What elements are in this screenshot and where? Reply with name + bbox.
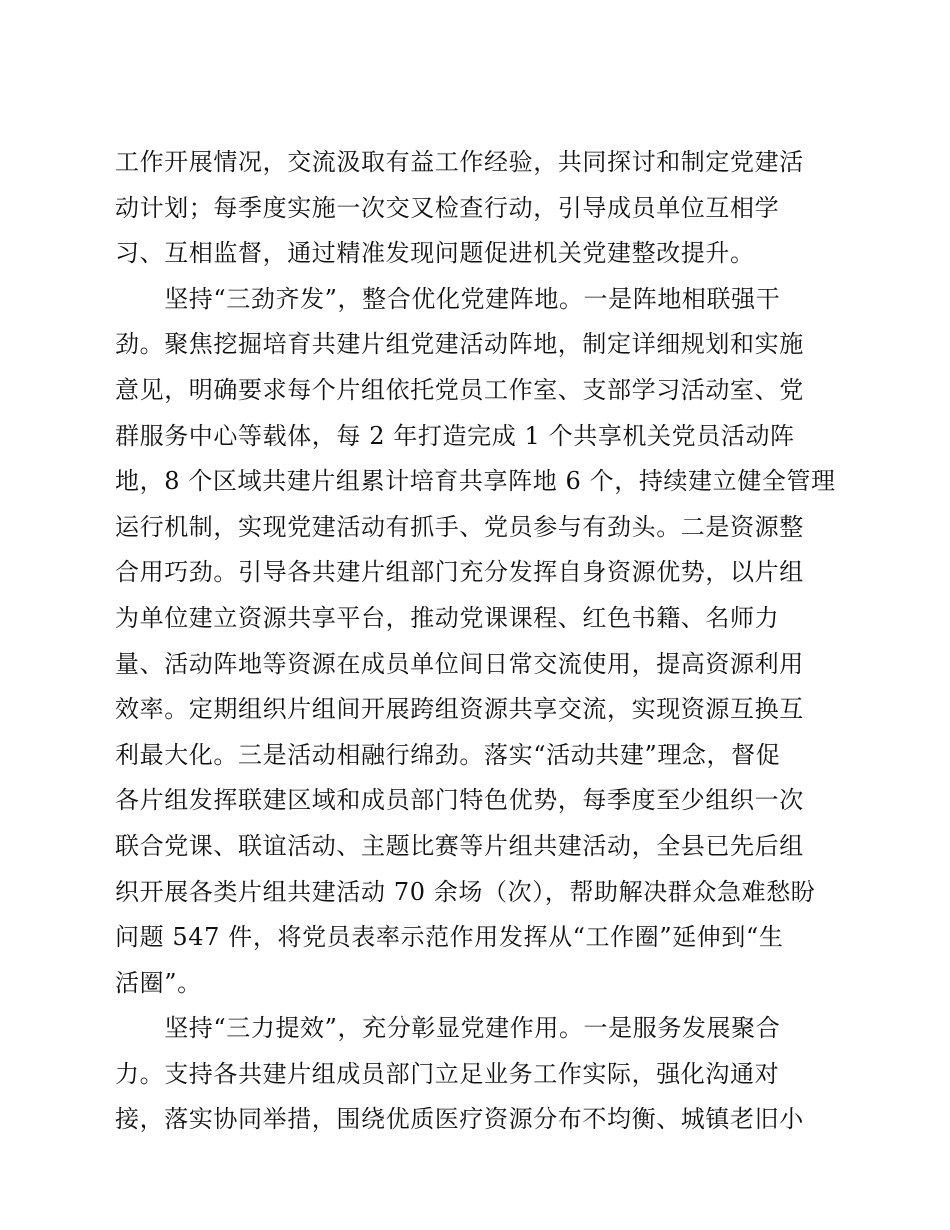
text-line: 劲。聚焦挖掘培育共建片组党建活动阵地，制定详细规划和实施 — [115, 330, 804, 359]
text-line: 合用巧劲。引导各共建片组部门充分发挥自身资源优势，以片组 — [115, 558, 804, 587]
text-line: 坚持“三力提效”，充分彰显党建作用。一是服务发展聚合 — [115, 1014, 781, 1043]
text-line: 地，8 个区域共建片组累计培育共享阵地 6 个，持续建立健全管理 — [115, 467, 836, 496]
text-line: 力。支持各共建片组成员部门立足业务工作实际，强化沟通对 — [115, 1059, 780, 1088]
text-line: 量、活动阵地等资源在成员单位间日常交流使用，提高资源利用 — [115, 649, 804, 678]
text-line: 织开展各类片组共建活动 70 余场（次），帮助解决群众急难愁盼 — [115, 877, 816, 906]
text-line: 坚持“三劲齐发”，整合优化党建阵地。一是阵地相联强干 — [115, 284, 781, 313]
text-line: 问题 547 件，将党员表率示范作用发挥从“工作圈”延伸到“生 — [115, 923, 784, 952]
text-line: 活圈”。 — [115, 968, 202, 997]
text-line: 意见，明确要求每个片组依托党员工作室、支部学习活动室、党 — [115, 375, 804, 404]
text-line: 联合党课、联谊活动、主题比赛等片组共建活动，全县已先后组 — [115, 831, 804, 860]
text-line: 效率。定期组织片组间开展跨组资源共享交流，实现资源互换互 — [115, 695, 804, 724]
text-line: 工作开展情况，交流汲取有益工作经验，共同探讨和制定党建活 — [115, 148, 804, 176]
text-line: 群服务中心等载体，每 2 年打造完成 1 个共享机关党员活动阵 — [115, 421, 795, 450]
text-line: 动计划；每季度实施一次交叉检查行动，引导成员单位互相学 — [115, 193, 780, 222]
text-line: 各片组发挥联建区域和成员部门特色优势，每季度至少组织一次 — [115, 786, 804, 815]
text-line: 习、互相监督，通过精准发现问题促进机关党建整改提升。 — [115, 239, 755, 268]
text-line: 运行机制，实现党建活动有抓手、党员参与有劲头。二是资源整 — [115, 512, 804, 541]
text-line: 利最大化。三是活动相融行绵劲。落实“活动共建”理念，督促 — [115, 740, 781, 769]
body-text — [115, 140, 835, 1143]
text-line: 接，落实协同举措，围绕优质医疗资源分布不均衡、城镇老旧小 — [115, 1105, 804, 1134]
text-line: 为单位建立资源共享平台，推动党课课程、红色书籍、名师力 — [115, 603, 780, 632]
